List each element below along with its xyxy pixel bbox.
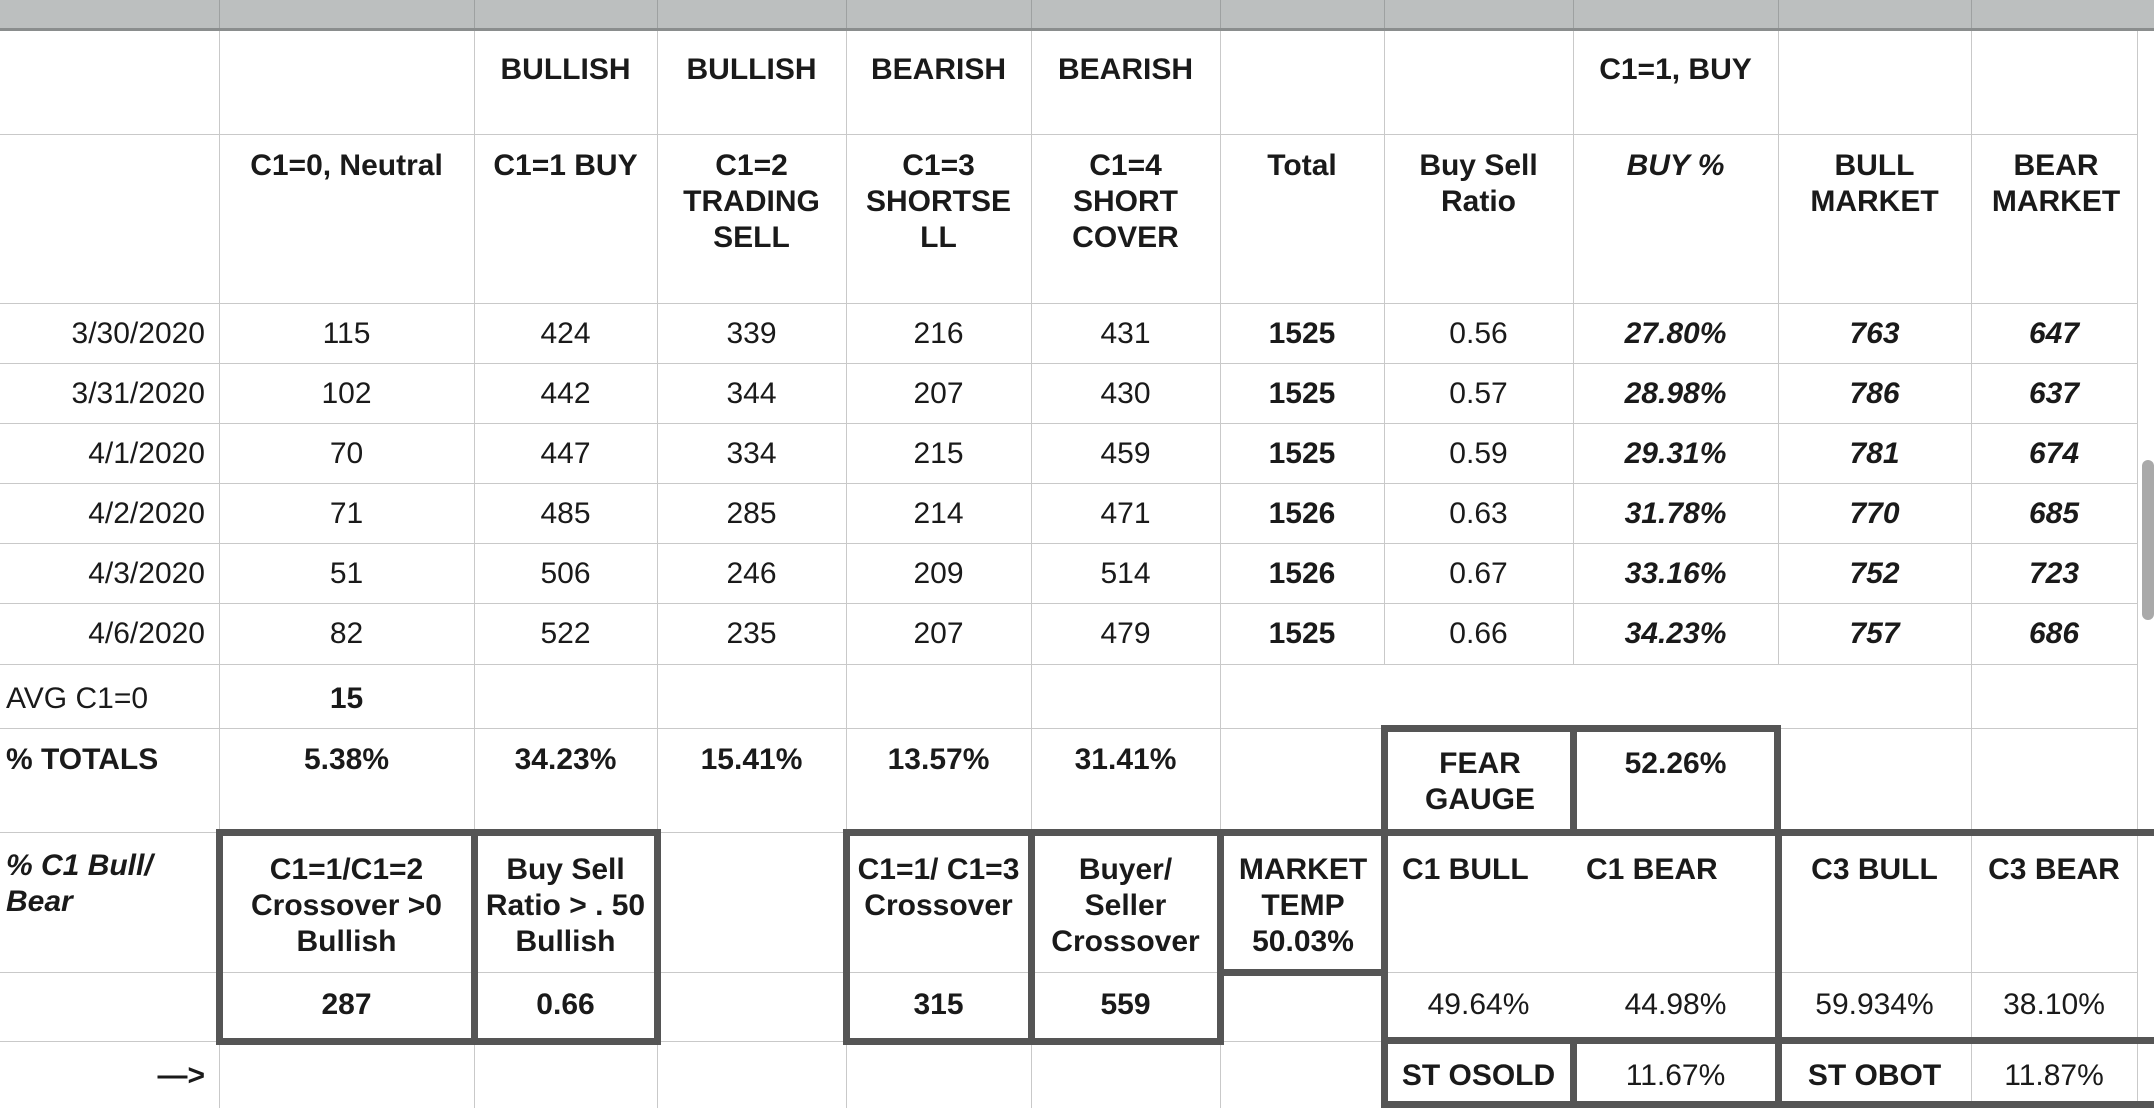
row-0-c0: 115 bbox=[322, 317, 371, 350]
header-c4: C1=4 SHORT COVER bbox=[1072, 149, 1179, 254]
fear-gauge-label: FEAR GAUGE bbox=[1424, 747, 1535, 816]
buyer-seller-label: Buyer/ Seller Crossover bbox=[1051, 853, 1200, 958]
market-temp-label: MARKET TEMP bbox=[1238, 853, 1368, 922]
row-1-ratio: 0.57 bbox=[1449, 377, 1508, 410]
header-top-c1: BULLISH bbox=[500, 53, 631, 86]
row-1-c2: 344 bbox=[726, 377, 777, 410]
market-temp-value: 50.03% bbox=[1252, 925, 1354, 958]
arrow-label: —> bbox=[157, 1059, 205, 1092]
header-top-buy: C1=1, BUY bbox=[1599, 53, 1752, 86]
c3-bear-label: C3 BEAR bbox=[1988, 853, 2120, 886]
row-3-date: 4/2/2020 bbox=[88, 497, 205, 530]
c1-bear-value: 44.98% bbox=[1624, 988, 1727, 1021]
row-4-total: 1526 bbox=[1268, 557, 1336, 590]
row-1-c3: 207 bbox=[913, 377, 964, 410]
row-4-c4: 514 bbox=[1100, 557, 1151, 590]
row-3-c3: 214 bbox=[913, 497, 964, 530]
row-2-date: 4/1/2020 bbox=[88, 437, 205, 470]
row-1-total: 1525 bbox=[1268, 377, 1336, 410]
row-0-c3: 216 bbox=[913, 317, 964, 350]
avg-label: AVG C1=0 bbox=[6, 682, 149, 715]
header-top-c2: BULLISH bbox=[686, 53, 817, 86]
row-4-ratio: 0.67 bbox=[1449, 557, 1508, 590]
row-5-buy-pct: 34.23% bbox=[1624, 617, 1727, 650]
totals-c0: 5.38% bbox=[303, 743, 390, 776]
st-osold-label: ST OSOLD bbox=[1401, 1059, 1556, 1092]
row-2-ratio: 0.59 bbox=[1449, 437, 1508, 470]
bull-bear-label: % C1 Bull/ Bear bbox=[6, 849, 153, 918]
header-c2: C1=2 TRADING SELL bbox=[683, 149, 820, 254]
totals-c4: 31.41% bbox=[1074, 743, 1177, 776]
header-buy-sell-ratio: Buy Sell Ratio bbox=[1419, 149, 1538, 218]
row-0-c2: 339 bbox=[726, 317, 777, 350]
row-1-buy-pct: 28.98% bbox=[1624, 377, 1727, 410]
row-5-c4: 479 bbox=[1100, 617, 1151, 650]
row-0-buy-pct: 27.80% bbox=[1624, 317, 1727, 350]
row-4-bull: 752 bbox=[1849, 557, 1900, 590]
row-3-total: 1526 bbox=[1268, 497, 1336, 530]
row-0-bull: 763 bbox=[1849, 317, 1900, 350]
row-5-bear: 686 bbox=[2028, 617, 2080, 650]
row-4-c3: 209 bbox=[913, 557, 964, 590]
header-top-c4: BEARISH bbox=[1057, 53, 1193, 86]
row-1-bull: 786 bbox=[1849, 377, 1900, 410]
row-4-bear: 723 bbox=[2028, 557, 2080, 590]
row-2-c1: 447 bbox=[540, 437, 591, 470]
totals-label: % TOTALS bbox=[6, 743, 159, 776]
totals-c1: 34.23% bbox=[514, 743, 617, 776]
row-0-total: 1525 bbox=[1268, 317, 1336, 350]
st-osold-value: 11.67% bbox=[1625, 1059, 1726, 1092]
row-1-date: 3/31/2020 bbox=[71, 377, 205, 410]
header-bull-market: BULL MARKET bbox=[1810, 149, 1939, 218]
row-3-c2: 285 bbox=[726, 497, 777, 530]
row-4-buy-pct: 33.16% bbox=[1624, 557, 1727, 590]
fear-gauge-value: 52.26% bbox=[1624, 747, 1727, 780]
row-3-c4: 471 bbox=[1100, 497, 1151, 530]
ratio-value: 0.66 bbox=[536, 988, 595, 1021]
row-3-buy-pct: 31.78% bbox=[1624, 497, 1727, 530]
row-4-c0: 51 bbox=[329, 557, 364, 590]
row-3-bear: 685 bbox=[2028, 497, 2080, 530]
row-4-c1: 506 bbox=[540, 557, 591, 590]
row-2-c0: 70 bbox=[329, 437, 364, 470]
buyer-seller-value: 559 bbox=[1100, 988, 1151, 1021]
row-1-c1: 442 bbox=[540, 377, 591, 410]
vertical-scrollbar-thumb[interactable] bbox=[2142, 460, 2154, 620]
row-3-c0: 71 bbox=[329, 497, 364, 530]
header-c0: C1=0, Neutral bbox=[250, 149, 443, 182]
row-2-c4: 459 bbox=[1100, 437, 1151, 470]
totals-c3: 13.57% bbox=[887, 743, 990, 776]
row-2-bull: 781 bbox=[1849, 437, 1900, 470]
row-2-c2: 334 bbox=[726, 437, 777, 470]
row-1-c4: 430 bbox=[1100, 377, 1151, 410]
c3-bull-label: C3 BULL bbox=[1811, 853, 1938, 886]
row-5-date: 4/6/2020 bbox=[88, 617, 205, 650]
row-2-bear: 674 bbox=[2028, 437, 2080, 470]
avg-value: 15 bbox=[329, 682, 364, 715]
row-5-bull: 757 bbox=[1849, 617, 1900, 650]
row-0-c4: 431 bbox=[1100, 317, 1151, 350]
st-obot-value: 11.87% bbox=[2004, 1059, 2104, 1092]
row-2-buy-pct: 29.31% bbox=[1624, 437, 1727, 470]
row-2-total: 1525 bbox=[1268, 437, 1336, 470]
row-5-c3: 207 bbox=[913, 617, 964, 650]
row-4-date: 4/3/2020 bbox=[88, 557, 205, 590]
row-5-c1: 522 bbox=[540, 617, 591, 650]
row-5-c0: 82 bbox=[329, 617, 364, 650]
header-c3: C1=3 SHORTSE LL bbox=[865, 149, 1012, 254]
c3-bull-value: 59.934% bbox=[1815, 988, 1934, 1021]
header-buy-pct: BUY % bbox=[1626, 149, 1725, 182]
row-5-ratio: 0.66 bbox=[1449, 617, 1508, 650]
crossover-label: C1=1/C1=2 Crossover >0 Bullish bbox=[251, 853, 442, 958]
st-obot-label: ST OBOT bbox=[1807, 1059, 1942, 1092]
row-1-c0: 102 bbox=[321, 377, 372, 410]
c3-bear-value: 38.10% bbox=[2003, 988, 2105, 1021]
row-3-bull: 770 bbox=[1849, 497, 1900, 530]
row-3-ratio: 0.63 bbox=[1449, 497, 1508, 530]
row-0-c1: 424 bbox=[540, 317, 591, 350]
row-0-date: 3/30/2020 bbox=[71, 317, 205, 350]
ratio-label: Buy Sell Ratio > . 50 Bullish bbox=[485, 853, 646, 958]
header-c1: C1=1 BUY bbox=[493, 149, 638, 182]
row-1-bear: 637 bbox=[2028, 377, 2080, 410]
header-bear-market: BEAR MARKET bbox=[1991, 149, 2121, 218]
c1-bull-value: 49.64% bbox=[1427, 988, 1530, 1021]
c1-bear-label: C1 BEAR bbox=[1586, 853, 1718, 886]
c1c3-crossover-label: C1=1/ C1=3 Crossover bbox=[857, 853, 1020, 922]
crossover-value: 287 bbox=[321, 988, 372, 1021]
totals-c2: 15.41% bbox=[700, 743, 803, 776]
row-5-total: 1525 bbox=[1268, 617, 1336, 650]
c1-bull-label: C1 BULL bbox=[1402, 853, 1529, 886]
row-4-c2: 246 bbox=[726, 557, 777, 590]
c1c3-value: 315 bbox=[913, 988, 964, 1021]
row-0-ratio: 0.56 bbox=[1449, 317, 1508, 350]
row-5-c2: 235 bbox=[726, 617, 777, 650]
header-top-c3: BEARISH bbox=[870, 53, 1006, 86]
row-2-c3: 215 bbox=[913, 437, 964, 470]
header-total: Total bbox=[1267, 149, 1337, 182]
row-3-c1: 485 bbox=[540, 497, 591, 530]
row-0-bear: 647 bbox=[2028, 317, 2080, 350]
